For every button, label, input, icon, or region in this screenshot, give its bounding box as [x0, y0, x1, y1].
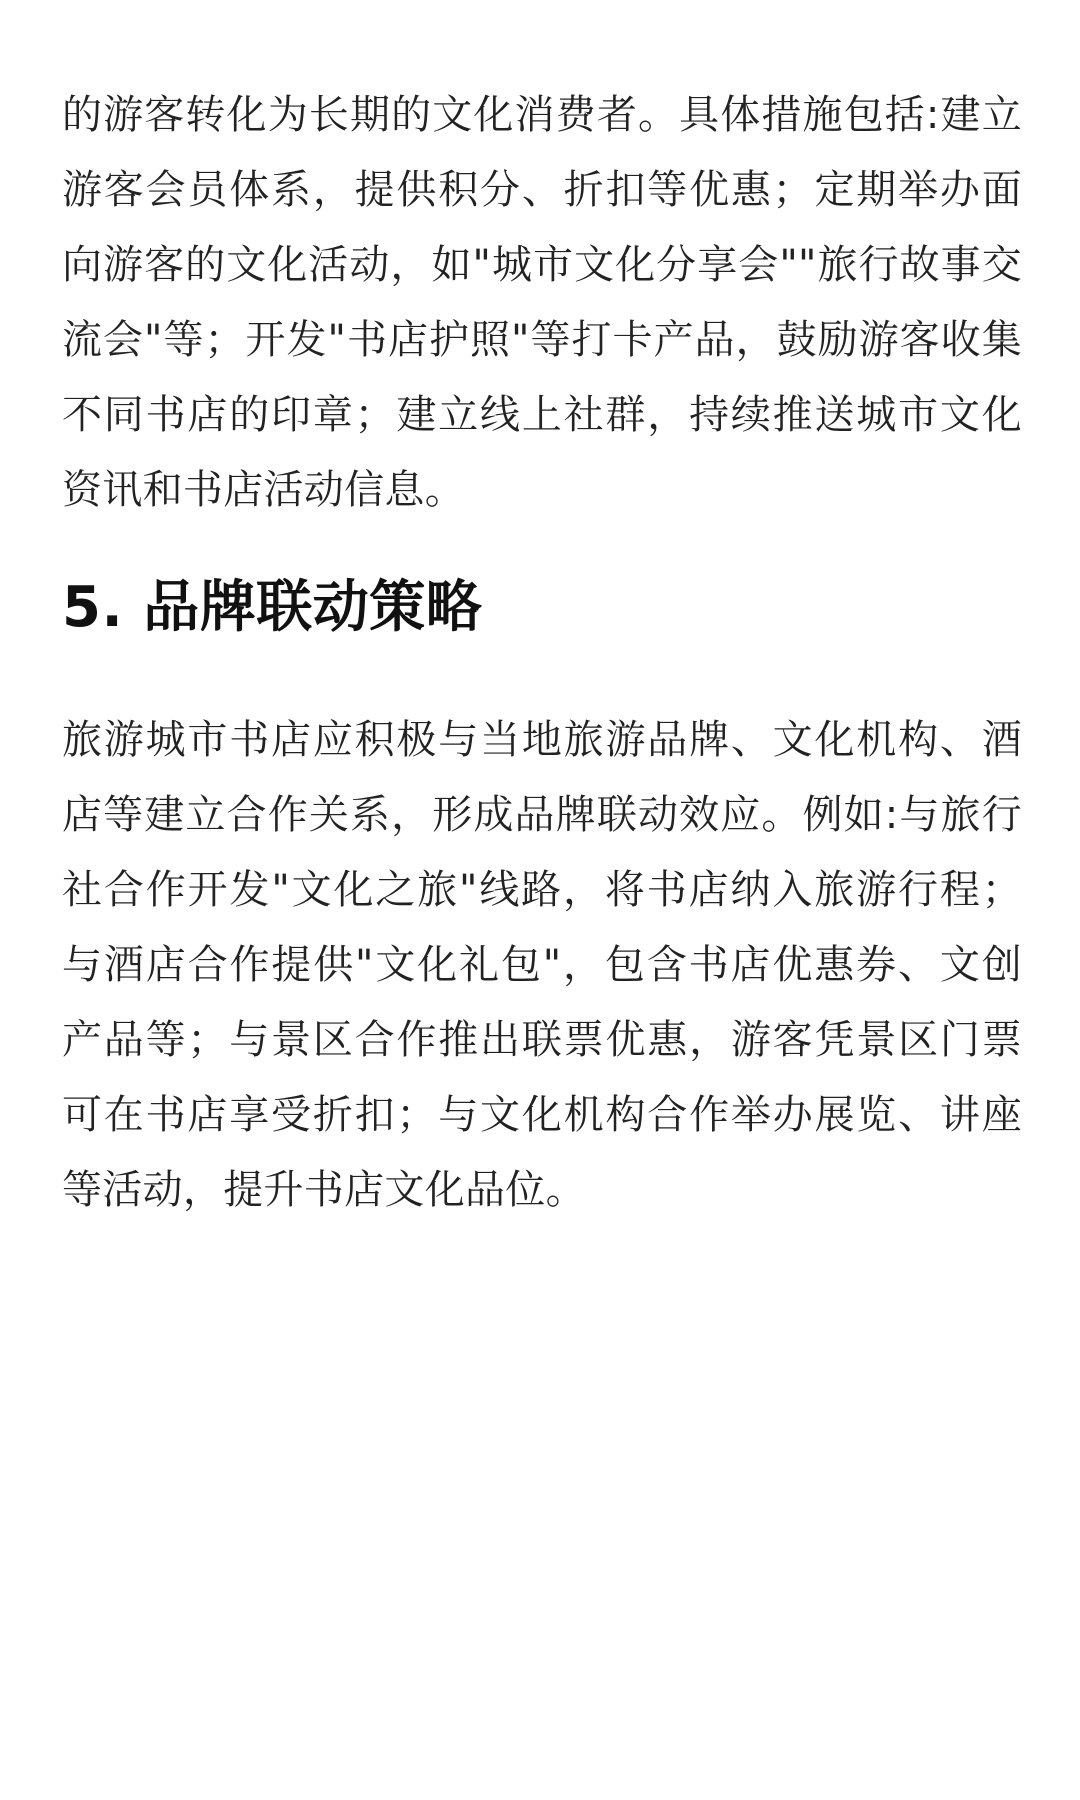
- section-heading-brand-linkage: 5. 品牌联动策略: [62, 575, 483, 640]
- article-paragraph-brand-linkage: 旅游城市书店应积极与当地旅游品牌、文化机构、酒店等建立合作关系，形成品牌联动效应。例如:与旅行社合作开发"文化之旅"线路，将书店纳入旅游行程；与酒店合作提供"文化礼包"，包含书店优惠券、文创产品等；与景区合作推出联票优惠，游客凭景区门票可在书店享受折扣；与文化机构合作举办展览、讲座等活动，提升书店文化品位。: [62, 717, 1022, 1213]
- spacer: [62, 528, 1022, 568]
- article-paragraph-member-system: 的游客转化为长期的文化消费者。具体措施包括:建立游客会员体系，提供积分、折扣等优惠；定期举办面向游客的文化活动，如"城市文化分享会""旅行故事交流会"等；开发"书店护照"等打卡产品，鼓励游客收集不同书店的印章；建立线上社群，持续推送城市文化资讯和书店活动信息。: [62, 92, 1022, 513]
- spacer: [62, 648, 1022, 703]
- article-body: [62, 78, 1022, 1228]
